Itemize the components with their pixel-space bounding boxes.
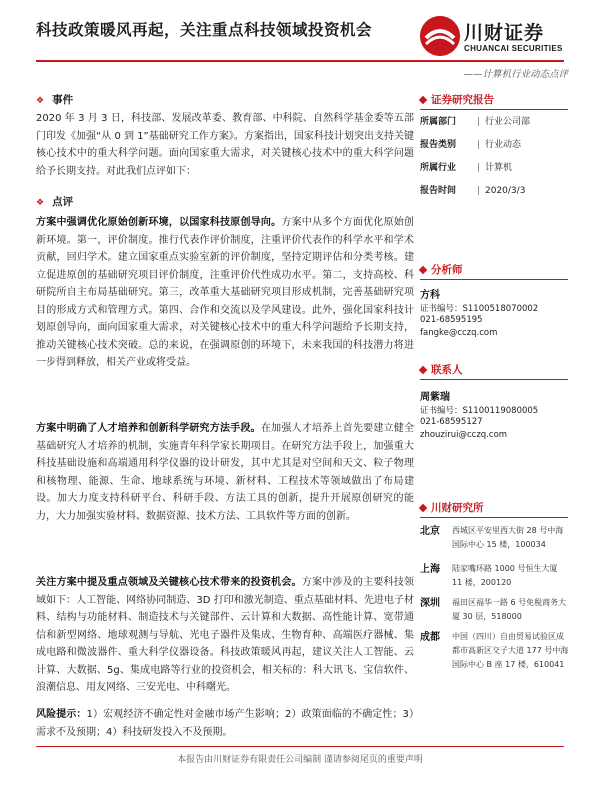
event-paragraph: 2020 年 3 月 3 日，科技部、发展改革委、教育部、中科院、自然科学基金委等五部门印发《加强“从 0 到 1”基础研究工作方案》。方案指出，国家科技计划突出支持关键核心技术中的重大科学问题。面向国家重大需求，对关键核心技术中的重大科学问题给予长期支持。对此我们点评如下：: [36, 113, 414, 177]
header-divider: [36, 60, 564, 62]
info-row-industry: 所属行业 计算机: [420, 163, 513, 173]
logo-name: 川财证券: [464, 22, 545, 44]
square-bullet-icon: [419, 96, 427, 104]
institute-header: 川财研究所: [420, 500, 568, 518]
contact-phone: 021-68595127: [420, 417, 483, 427]
office-address-shenzhen: 福田区福华一路 6 号免税商务大厦 30 层，518000: [452, 598, 567, 621]
analyst-email[interactable]: fangke@cczq.com: [420, 328, 498, 338]
diamond-bullet-icon: ❖: [36, 198, 45, 208]
contact-cert: 证书编号：S1100119080005: [420, 406, 539, 416]
analyst-name: 方科: [420, 290, 440, 301]
analyst-header: 分析师: [420, 262, 568, 280]
report-subtitle: ——计算机行业动态点评: [463, 69, 568, 80]
square-bullet-icon: [419, 504, 427, 512]
info-row-category: 报告类别 行业动态: [420, 140, 522, 150]
paragraph-lead: 方案中明确了人才培养和创新科学研究方法手段。: [36, 423, 261, 434]
risk-warning: 风险提示：1）宏观经济不确定性对金融市场产生影响；2）政策面临的不确定性；3）需求不及预期；4）科技研发投入不及预期。: [36, 709, 414, 738]
paragraph-lead: 方案中强调优化原始创新环境，以国家科技原创导向。: [36, 217, 282, 228]
square-bullet-icon: [419, 366, 427, 374]
footer-disclaimer: 本报告由川财证券有限责任公司编制 谨请参阅尾页的重要声明: [177, 755, 423, 765]
analyst-cert: 证书编号：S1100518070002: [420, 304, 539, 314]
office-city-beijing: 北京: [420, 526, 440, 537]
event-heading: ❖ 事件: [36, 94, 74, 106]
contact-email[interactable]: zhouzirui@cczq.com: [420, 430, 508, 440]
contact-header: 联系人: [420, 362, 568, 380]
analyst-phone: 021-68595195: [420, 315, 483, 325]
office-city-shanghai: 上海: [420, 564, 440, 575]
office-city-chengdu: 成都: [420, 632, 440, 643]
logo-english-name: CHUANCAI SECURITIES: [464, 44, 563, 53]
comment-paragraph-2: 方案中明确了人才培养和创新科学研究方法手段。在加强人才培养上首先要建立健全基础研究人才培养的机制，实施青年科学家长期项目。在研究方法手段上，加强重大科技基础设施和高端通用科学仪器的设计研发，其中尤其是对空间和天文、粒子物理和核物理、能源、生命、地球系统与环境、新材料、工程技术等领域做出了布局建设。加大力度支持科研平台、科研手段、方法工具的创新，提升开展原创研究的能力，大力加强实验材料、数据资源、技术方法、工具软件等方面的创新。: [36, 423, 415, 522]
footer-divider: [36, 746, 564, 747]
logo-emblem-icon: [420, 16, 460, 56]
comment-paragraph-3: 关注方案中提及重点领域及关键核心技术带来的投资机会。方案中涉及的主要科技领域如下：人工智能、网络协同制造、3D 打印和激光制造、重点基础材料、先进电子材料、结构与功能材料、制造技术与关键部件、云计算和大数据、高性能计算、宽带通信和新型网络、地球观测与导航、光电子器件及集成、生物育种、高端医疗器械、集成电路和微波器件、重大科学仪器设备。科技政策暖风再起，建议关注人工智能、云计算、大数据、5g、集成电路等行业的投资机会，相关标的：科大讯飞、宝信软件、浪潮信息、用友网络、三安光电、中科曙光。: [36, 577, 415, 693]
info-row-department: 所属部门 行业公司部: [420, 117, 531, 127]
paragraph-lead: 关注方案中提及重点领域及关键核心技术带来的投资机会。: [36, 577, 302, 588]
comment-paragraph-1: 方案中强调优化原始创新环境，以国家科技原创导向。方案中从多个方面优化原始创新环境。第一，评价制度。推行代表作评价制度，注重评价代表作的科学水平和学术贡献，回归学术。建立国家重点实验室新的评价制度，坚持定期评估和分类考核。建立促进原创的基础研究项目评价制度，注重评价代性成功水平。第二，支持高校、科研院所自主布局基础研究。第三，改革重大基础研究项目形成机制，完善基础研究项目的形成方式和管理方式。第四、合作和交流以及学风建设。此外，强化国家科技计划原创导向，面向国家重大需求，对关键核心技术中的重大科学问题给予长期支持，推动关键核心技术突破。总的来说，在强调原创的环境下，未来我国的科技潜力将进一步得到释放，相关产业或将受益。: [36, 217, 415, 368]
report-title: 科技政策暖风再起，关注重点科技领域投资机会: [36, 20, 373, 39]
office-address-chengdu: 中国（四川）自由贸易试验区成都市高新区交子大道 177 号中海国际中心 B 座 17 楼，610041: [452, 632, 569, 669]
office-address-beijing: 西城区平安里西大街 28 号中海国际中心 15 楼，100034: [452, 526, 564, 549]
contact-name: 周紫瑞: [420, 392, 450, 403]
comment-heading: ❖ 点评: [36, 196, 74, 208]
office-address-shanghai: 陆家嘴环路 1000 号恒生大厦 11 楼，200120: [452, 564, 558, 587]
info-row-date: 报告时间 2020/3/3: [420, 186, 526, 196]
report-info-header: 证券研究报告: [420, 92, 568, 110]
risk-label: 风险提示：: [36, 709, 87, 720]
diamond-bullet-icon: ❖: [36, 96, 45, 106]
square-bullet-icon: [419, 266, 427, 274]
office-city-shenzhen: 深圳: [420, 598, 440, 609]
